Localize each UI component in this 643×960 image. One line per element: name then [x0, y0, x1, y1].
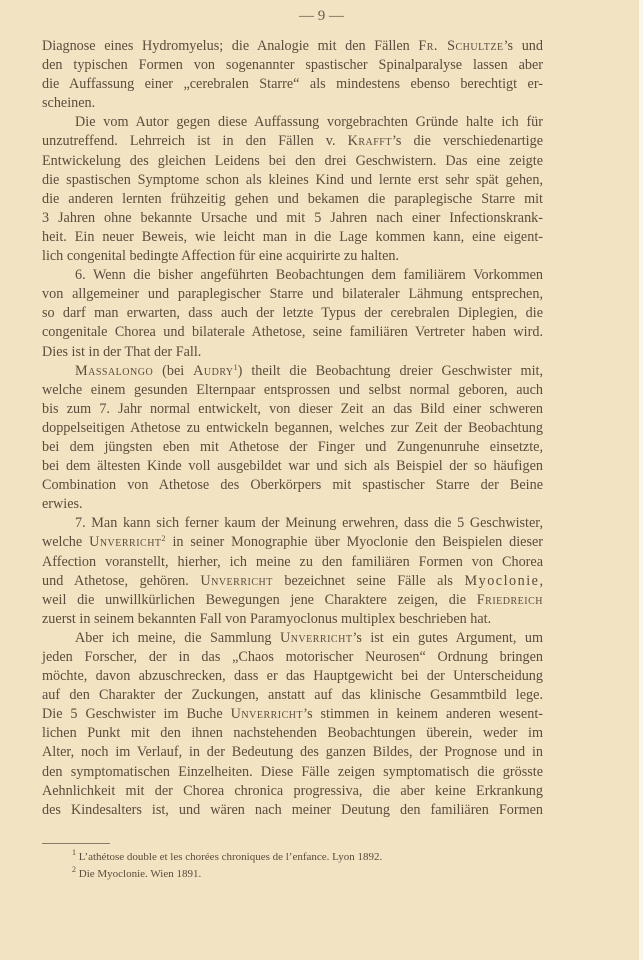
text-run: möchte, davon abzuschrecken, dass er das Hauptgewicht bei der Unterscheidung — [42, 668, 543, 685]
body-text — [42, 37, 543, 820]
text-line — [42, 782, 543, 801]
footnote-ref: 2 — [161, 534, 166, 544]
text-run: erwies. — [42, 496, 83, 513]
text-run: von allgemeiner und paraplegischer Starre und bilateraler Lähmung entsprechen, — [42, 286, 543, 303]
text-line — [42, 285, 543, 304]
text-run: bei dem ältesten Kinde voll ausgebildet war und sich als Beispiel der so häufigen — [42, 458, 543, 475]
text-run: Dies ist in der That der Fall. — [42, 343, 202, 360]
text-line — [42, 113, 543, 132]
text-run: und Athetose, gehören. — [42, 572, 201, 589]
text-run: bis zum 7. Jahr normal entwickelt, von dieser Zeit an das Bild einer schweren — [42, 400, 543, 417]
text-line — [42, 56, 543, 75]
text-line — [42, 438, 543, 457]
text-run: Die 5 Geschwister im Buche — [42, 706, 231, 723]
footnote-1 — [72, 848, 383, 863]
author-name: Unverricht — [230, 706, 304, 723]
text-line — [42, 171, 543, 190]
text-run: ’s und — [503, 38, 543, 54]
author-name: Unverricht — [89, 534, 162, 551]
text-line — [42, 419, 543, 438]
text-run: welche einem gesunden Elternpaar entsprossen und selbst normal geboren, auch — [42, 381, 543, 398]
text-run: weil die unwillkürlichen Bewegungen jene Charaktere zeigen, die — [42, 591, 477, 608]
text-run: jeden Forscher, der in das „Chaos motorischer Neurosen“ Ordnung bringen — [42, 649, 543, 665]
text-run: unzutreffend. Lehrreich ist in den Fällen v. — [42, 133, 348, 150]
text-line — [42, 190, 543, 209]
text-line — [42, 553, 543, 572]
text-run: , — [539, 572, 543, 589]
text-run: Affection voranstellt, hierher, ich meine zu den familiären Formen von Chorea — [42, 553, 543, 570]
text-run: ’s stimmen in keinem anderen wesent- — [303, 706, 543, 723]
text-run: congenitale Chorea und bilaterale Athetose, seine familiären Vertreter haben wird. — [42, 324, 543, 341]
text-run: den symptomatischen Einzelheiten. Diese Fälle zeigen symptomatisch die grösste — [42, 763, 543, 780]
text-run: Entwickelung des gleichen Leidens bei den drei Geschwistern. Das eine zeigte — [42, 152, 543, 169]
text-line — [42, 400, 543, 419]
text-run: scheinen. — [42, 95, 96, 112]
text-run: heit. Ein neuer Beweis, wie leicht man in die Lage kommen kann, eine eigent- — [42, 228, 543, 245]
text-line — [42, 743, 543, 762]
spaced-term: Myoclonie — [464, 572, 540, 589]
text-line — [42, 209, 543, 228]
text-run: Die vom Autor gegen diese Auffassung vorgebrachten Gründe halte ich für — [75, 114, 543, 131]
text-run: ’s ist ein gutes Argument, um — [352, 629, 543, 646]
text-run: Combination von Athetose des Oberkörpers mit spastischer Starre der Beine — [42, 477, 543, 494]
text-line — [42, 667, 543, 686]
author-name: Massalongo — [75, 362, 154, 379]
text-run: (bei — [153, 362, 194, 379]
text-run: lich congenital bedingte Affection für eine acquirirte zu halten. — [42, 248, 400, 265]
text-run: ) theilt die Beobachtung dreier Geschwister mit, — [237, 362, 544, 379]
footnote-mark: 2 — [72, 865, 76, 874]
text-line — [42, 572, 543, 591]
text-run: zuerst in seinem bekannten Fall von Paramyoclonus multiplex beschrieben hat. — [42, 610, 492, 627]
text-line — [42, 724, 543, 743]
text-line — [42, 37, 543, 56]
text-run: doppelseitigen Athetose zu entwickeln begannen, welches zur Zeit der Beobachtung — [42, 419, 543, 436]
text-run: den typischen Formen von sogenannter spastischer Spinalparalyse lassen aber — [42, 57, 543, 74]
text-line — [42, 591, 543, 610]
text-line — [42, 457, 543, 476]
author-name: Unverricht — [200, 572, 273, 589]
text-line — [42, 705, 543, 724]
text-line — [42, 266, 543, 285]
text-run: bei dem jüngsten eben mit Athetose der Finger und Zungenunruhe einsetzte, — [42, 438, 543, 455]
text-line — [42, 94, 543, 113]
text-line — [42, 228, 543, 247]
text-run: 3 Jahren ohne bekannte Ursache und mit 5 Jahren nach einer Infectionskrank- — [42, 209, 543, 226]
text-run: die spastischen Symptome schon als kleines Kind und lernte erst sehr spät gehen, — [42, 171, 543, 188]
text-line — [42, 343, 543, 362]
text-run: des Kindesalters ist, und wären nach meiner Deutung den familiären Formen — [42, 801, 543, 818]
text-run: ’s die verschiedenartige — [391, 133, 543, 150]
page-number: — 9 — — [299, 8, 344, 24]
footnote-text: Die Myoclonie. Wien 1891. — [78, 868, 202, 880]
text-line — [42, 686, 543, 705]
footnote-ref: 1 — [233, 362, 238, 372]
text-line — [42, 75, 543, 94]
footnote-text: L’athétose double et les chorées chroniques de l’enfance. Lyon 1892. — [78, 851, 383, 863]
footnote-2 — [72, 865, 202, 880]
page-edge — [639, 0, 643, 960]
text-line — [42, 763, 543, 782]
text-run: welche — [42, 534, 90, 551]
text-line — [42, 152, 543, 171]
text-line — [42, 629, 543, 648]
text-run: in seiner Monographie über Myoclonie den Beispielen dieser — [165, 534, 543, 551]
author-name: Fr. Schultze — [418, 38, 504, 54]
text-run: Alter, noch im Verlauf, in der Bedeutung des ganzen Bildes, der Prognose und in — [42, 744, 543, 761]
text-line — [42, 495, 543, 514]
text-line — [42, 247, 543, 266]
text-line — [42, 533, 543, 552]
text-run: so darf man erwarten, dass auch der letzte Typus der cerebralen Diplegien, die — [42, 305, 543, 322]
author-name: Audry — [193, 362, 234, 379]
text-run: 7. Man kann sich ferner kaum der Meinung erwehren, dass die 5 Geschwister, — [75, 515, 543, 532]
text-line — [42, 304, 543, 323]
text-line — [42, 323, 543, 342]
text-line — [42, 514, 543, 533]
text-line — [42, 476, 543, 495]
author-name: Krafft — [347, 133, 392, 150]
text-run: 6. Wenn die bisher angeführten Beobachtungen dem familiärem Vorkommen — [75, 267, 543, 284]
footnote-rule — [42, 843, 110, 844]
text-run: die Auffassung einer „cerebralen Starre“ als mindestens ebenso berechtigt er- — [42, 76, 543, 93]
text-run: Diagnose eines Hydromyelus; die Analogie mit den Fällen — [42, 38, 419, 54]
text-line — [42, 648, 543, 667]
text-run: auf den Charakter der Zuckungen, anstatt auf das klinische Gesammtbild lege. — [42, 687, 543, 704]
text-run: lichen Punkt mit den ihnen nachstehenden Beobachtungen überein, weder im — [42, 725, 543, 742]
text-line — [42, 610, 543, 629]
footnote-mark: 1 — [72, 848, 76, 857]
text-line — [42, 801, 543, 820]
author-name: Unverricht — [279, 629, 353, 646]
text-line — [42, 381, 543, 400]
text-run: bezeichnet seine Fälle als — [272, 572, 465, 589]
text-run: Aber ich meine, die Sammlung — [75, 629, 280, 646]
author-name: Friedreich — [476, 591, 543, 608]
text-line — [42, 362, 543, 381]
text-run: Aehnlichkeit mit der Chorea chronica progressiva, die aber keine Erkrankung — [42, 782, 543, 799]
text-run: die anderen lernten frühzeitig gehen und bekamen die paraplegische Starre mit — [42, 190, 543, 207]
text-line — [42, 132, 543, 151]
